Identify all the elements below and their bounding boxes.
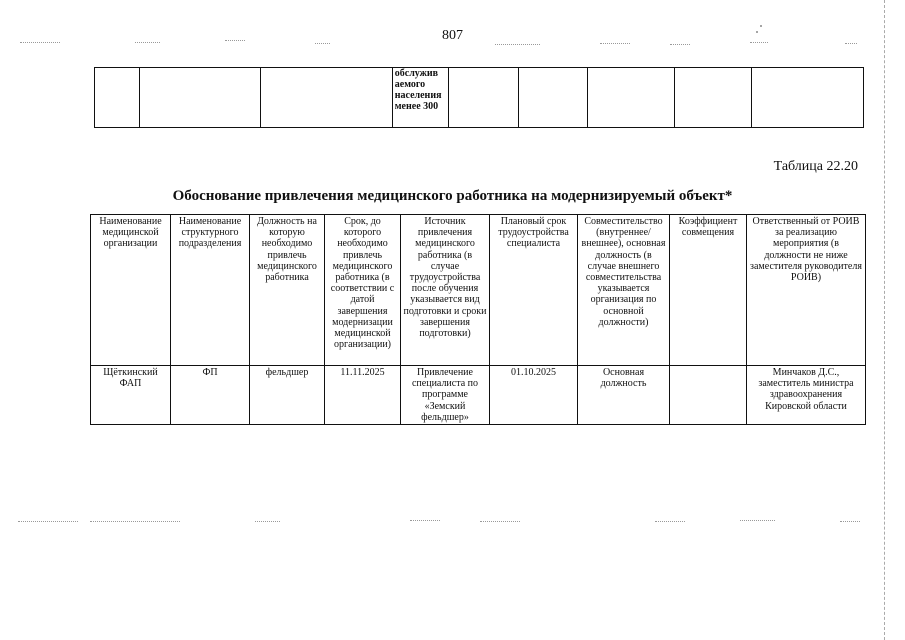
cell-responsible: Минчаков Д.С., заместитель министра здравоохранения Кировской области xyxy=(747,366,866,425)
header-cell-responsible: Ответственный от РОИВ за реализацию мероприятия (в должности не ниже заместителя руководителя РОИВ) xyxy=(747,215,866,366)
scan-noise xyxy=(756,31,758,33)
header-cell-coefficient: Коэффициент совмещения xyxy=(670,215,747,366)
scan-noise xyxy=(845,43,857,44)
fragment-cell-text: обслужив аемого населения менее 300 xyxy=(392,68,448,128)
header-cell-source: Источник привлечения медицинского работника (в случае трудоустройства после обучения указывается вид подготовки и сроки завершения подготовки) xyxy=(401,215,490,366)
scan-noise xyxy=(670,44,690,45)
header-cell-organization: Наименование медицинской организации xyxy=(91,215,171,366)
scan-noise xyxy=(760,25,762,27)
scan-noise xyxy=(480,521,520,522)
header-cell-combination: Совместительство (внутреннее/внешнее), основная должность (в случае внешнего совместительства указывается организация по основной должности) xyxy=(578,215,670,366)
scan-noise xyxy=(135,42,160,43)
cell-combination: Основная должность xyxy=(578,366,670,425)
staffing-justification-table xyxy=(90,214,866,425)
page-number: 807 xyxy=(442,28,463,43)
scan-noise xyxy=(18,521,78,522)
scan-noise xyxy=(315,43,330,44)
scan-noise xyxy=(20,42,60,43)
table-row xyxy=(91,366,866,425)
scan-noise xyxy=(655,521,685,522)
scan-noise xyxy=(410,520,440,521)
scan-noise xyxy=(740,520,775,521)
header-cell-position: Должность на которую необходимо привлечь медицинского работника xyxy=(250,215,325,366)
fragment-cell xyxy=(448,68,518,128)
scan-noise xyxy=(255,521,280,522)
header-cell-planned-date: Плановый срок трудоустройства специалиста xyxy=(490,215,578,366)
fragment-cell xyxy=(588,68,675,128)
table-number: Таблица 22.20 xyxy=(773,159,858,174)
scan-noise xyxy=(225,40,245,41)
fragment-cell xyxy=(140,68,261,128)
cell-position: фельдшер xyxy=(250,366,325,425)
cell-organization: Щёткинский ФАП xyxy=(91,366,171,425)
cell-deadline: 11.11.2025 xyxy=(325,366,401,425)
scan-noise xyxy=(750,42,768,43)
table-title: Обоснование привлечения медицинского работника на модернизируемый объект* xyxy=(172,188,733,204)
header-cell-deadline: Срок, до которого необходимо привлечь медицинского работника (в соответствии с датой завершения модернизации медицинской организации) xyxy=(325,215,401,366)
header-row xyxy=(91,215,866,366)
fragment-cell xyxy=(751,68,863,128)
cell-planned-date: 01.10.2025 xyxy=(490,366,578,425)
cell-subdivision: ФП xyxy=(171,366,250,425)
scan-noise xyxy=(90,521,180,522)
scan-noise xyxy=(600,43,630,44)
continued-table-fragment xyxy=(94,67,864,128)
scan-noise xyxy=(495,44,540,45)
fragment-cell xyxy=(261,68,392,128)
cell-coefficient xyxy=(670,366,747,425)
fragment-cell xyxy=(519,68,588,128)
fragment-cell xyxy=(95,68,140,128)
scan-noise xyxy=(840,521,860,522)
fragment-cell xyxy=(675,68,751,128)
header-cell-subdivision: Наименование структурного подразделения xyxy=(171,215,250,366)
cell-source: Привлечение специалиста по программе «Земский фельдшер» xyxy=(401,366,490,425)
page-edge xyxy=(884,0,885,640)
